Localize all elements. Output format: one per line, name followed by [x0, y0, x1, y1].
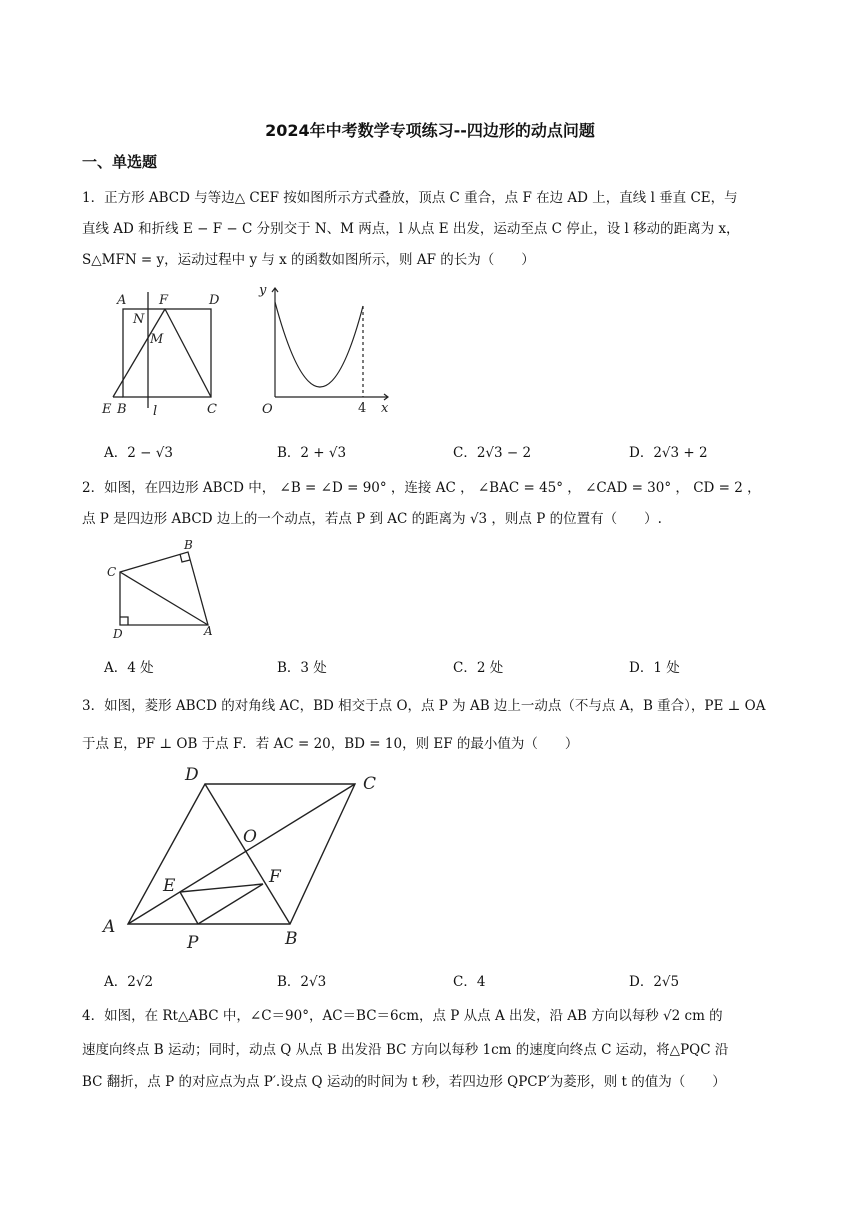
q3-line-2: 于点 E，PF ⊥ OB 于点 F．若 AC = 20，BD = 10，则 EF 的最小值为（ ）: [82, 736, 579, 752]
q1-label-E: E: [102, 402, 112, 417]
q3-label-E: E: [163, 876, 176, 896]
q3-label-F: F: [269, 867, 281, 887]
q1-line-3: S△MFN = y，运动过程中 y 与 x 的函数如图所示，则 AF 的长为（ ）: [82, 252, 535, 268]
q4-line-3: BC 翻折，点 P 的对应点为点 P′.设点 Q 运动的时间为 t 秒，若四边形 QPCP′为菱形，则 t 的值为（ ）: [82, 1074, 726, 1090]
q1-label-B: B: [117, 402, 127, 417]
section-heading: 一、单选题: [82, 153, 158, 171]
q1-label-C: C: [207, 402, 217, 417]
q2-option-b[interactable]: B．3 处: [277, 660, 327, 676]
q1-option-a[interactable]: A．2 − √3: [104, 445, 173, 461]
q1-graph-label-x: x: [381, 401, 389, 416]
q1-line-1: 1．正方形 ABCD 与等边△ CEF 按如图所示方式叠放，顶点 C 重合，点 F 在边 AD 上，直线 l 垂直 CE，与: [82, 190, 738, 206]
q1-label-A: A: [117, 293, 127, 308]
q2-label-A: A: [204, 624, 213, 638]
q3-label-D: D: [185, 765, 199, 785]
q2-label-C: C: [107, 565, 117, 579]
q1-line-2: 直线 AD 和折线 E − F − C 分别交于 N、M 两点，l 从点 E 出发，运动至点 C 停止，设 l 移动的距离为 x，: [82, 221, 740, 237]
q1-label-M: M: [150, 332, 164, 347]
q3-figure-rhombus: [95, 760, 395, 955]
q3-label-C: C: [363, 774, 377, 794]
q2-label-B: B: [184, 538, 193, 552]
q3-label-O: O: [243, 827, 257, 847]
q2-option-c[interactable]: C．2 处: [453, 660, 504, 676]
q1-label-N: N: [133, 312, 145, 327]
q2-line-2: 点 P 是四边形 ABCD 边上的一个动点，若点 P 到 AC 的距离为 √3 ，则点 P 的位置有（ ）.: [82, 511, 662, 527]
q3-label-A: A: [103, 917, 116, 937]
q3-option-d[interactable]: D．2√5: [629, 974, 680, 990]
q2-option-d[interactable]: D．1 处: [629, 660, 680, 676]
q2-option-a[interactable]: A．4 处: [104, 660, 154, 676]
q1-label-l: l: [153, 404, 158, 419]
q1-graph-label-4: 4: [358, 401, 367, 416]
q3-option-a[interactable]: A．2√2: [104, 974, 154, 990]
q1-option-b[interactable]: B．2 + √3: [277, 445, 347, 461]
q3-option-b[interactable]: B．2√3: [277, 974, 327, 990]
q3-option-c[interactable]: C．4: [453, 974, 486, 990]
q1-label-D: D: [209, 293, 220, 308]
q1-option-d[interactable]: D．2√3 + 2: [629, 445, 708, 461]
q3-line-1: 3．如图，菱形 ABCD 的对角线 AC，BD 相交于点 O，点 P 为 AB 边上一动点（不与点 A，B 重合），PE ⊥ OA: [82, 698, 766, 714]
q2-line-1: 2．如图，在四边形 ABCD 中， ∠B = ∠D = 90° ，连接 AC ， ∠BAC = 45° ， ∠CAD = 30° ， CD = 2 ，: [82, 480, 761, 496]
q2-label-D: D: [113, 627, 123, 641]
q1-graph-label-O: O: [262, 402, 273, 417]
q1-option-c[interactable]: C．2√3 − 2: [453, 445, 532, 461]
q3-label-B: B: [285, 929, 298, 949]
q1-figure-graph: [250, 280, 400, 420]
page-title: 2024年中考数学专项练习--四边形的动点问题: [265, 121, 595, 140]
q1-graph-label-y: y: [259, 283, 267, 298]
q2-figure: [100, 535, 230, 645]
q1-figure-square: [95, 280, 235, 420]
q4-line-1: 4．如图，在 Rt△ABC 中，∠C＝90°，AC＝BC＝6cm，点 P 从点 A 出发，沿 AB 方向以每秒 √2 cm 的: [82, 1008, 723, 1024]
q1-label-F: F: [159, 293, 169, 308]
q4-line-2: 速度向终点 B 运动；同时，动点 Q 从点 B 出发沿 BC 方向以每秒 1cm 的速度向终点 C 运动，将△PQC 沿: [82, 1042, 729, 1058]
q3-label-P: P: [187, 933, 199, 953]
